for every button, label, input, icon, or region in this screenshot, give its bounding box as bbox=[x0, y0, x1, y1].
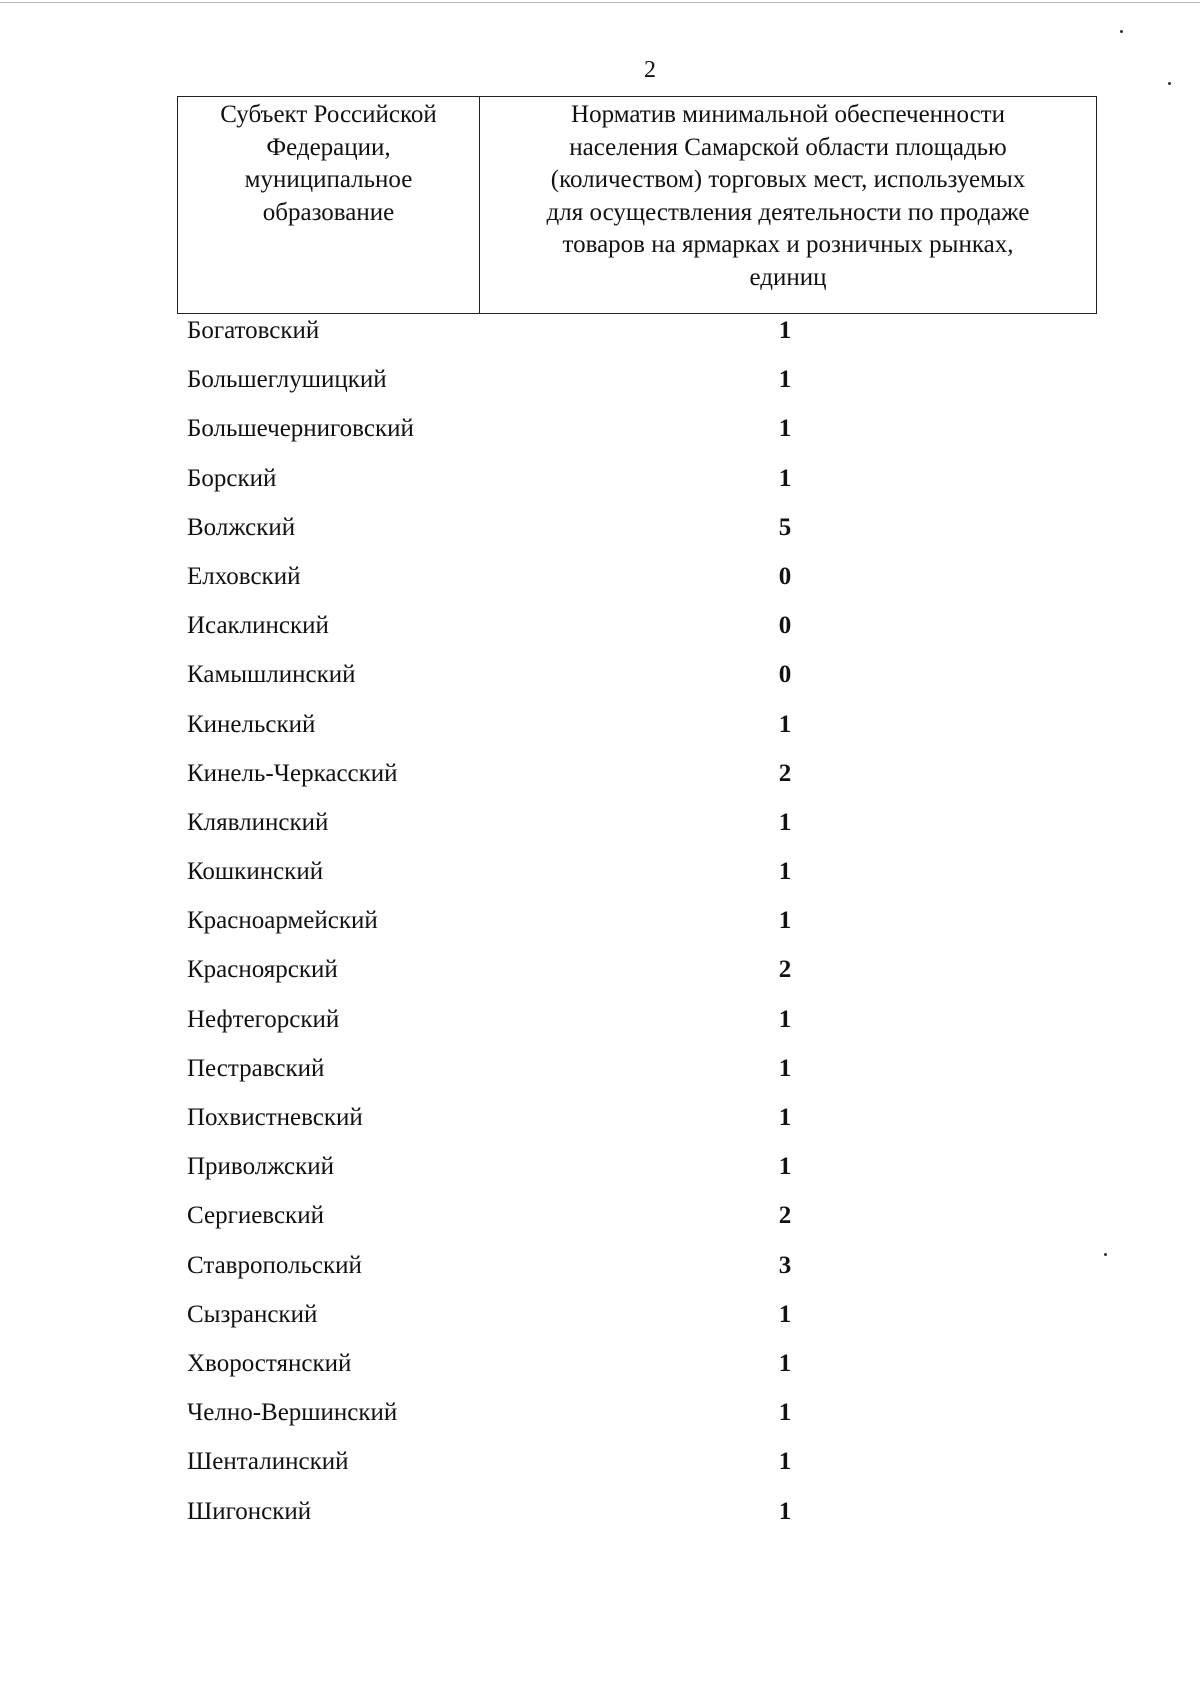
municipality-name: Приволжский bbox=[187, 1153, 335, 1181]
header-column-municipality-line: образование bbox=[262, 198, 395, 226]
norm-value: 5 bbox=[778, 513, 792, 541]
norm-value: 3 bbox=[778, 1251, 792, 1279]
municipality-name: Большечерниговский bbox=[187, 415, 414, 443]
table-row bbox=[0, 363, 1200, 412]
municipality-name: Большеглушицкий bbox=[187, 366, 387, 394]
table-row bbox=[0, 904, 1200, 953]
table-row bbox=[0, 412, 1200, 461]
table-row bbox=[0, 806, 1200, 855]
table-row bbox=[0, 708, 1200, 757]
header-column-norm-line: (количеством) торговых мест, используемых bbox=[550, 166, 1026, 193]
table-row bbox=[0, 1003, 1200, 1052]
municipality-name: Похвистневский bbox=[187, 1104, 363, 1131]
norm-value: 1 bbox=[778, 415, 792, 443]
municipality-name: Кинельский bbox=[187, 710, 316, 738]
table-row bbox=[0, 1445, 1200, 1494]
norm-value: 2 bbox=[778, 1202, 792, 1230]
municipality-name: Шенталинский bbox=[187, 1448, 349, 1476]
norm-value: 1 bbox=[778, 1349, 792, 1377]
table-row bbox=[0, 1249, 1200, 1298]
norm-value: 1 bbox=[778, 1497, 792, 1525]
norm-value: 1 bbox=[778, 710, 792, 738]
municipality-name: Нефтегорский bbox=[187, 1005, 340, 1033]
norm-value: 0 bbox=[778, 562, 792, 590]
municipality-name: Ставропольский bbox=[187, 1251, 362, 1279]
header-column-norm-line: товаров на ярмарках и розничных рынках, bbox=[562, 231, 1014, 258]
norm-value: 1 bbox=[778, 1153, 792, 1181]
municipality-name: Сызранский bbox=[187, 1300, 318, 1328]
municipality-name: Богатовский bbox=[187, 317, 320, 344]
norm-value: 1 bbox=[778, 808, 792, 836]
table-row bbox=[0, 1199, 1200, 1248]
header-column-municipality-line: Федерации, bbox=[266, 133, 391, 161]
norm-value: 1 bbox=[778, 1005, 792, 1033]
scan-speck bbox=[1168, 82, 1171, 85]
municipality-name: Борский bbox=[187, 464, 277, 492]
table-row bbox=[0, 1150, 1200, 1199]
table-row bbox=[0, 462, 1200, 511]
municipality-name: Красноярский bbox=[187, 956, 338, 984]
page-number: 2 bbox=[644, 57, 656, 83]
norm-value: 1 bbox=[778, 317, 792, 344]
norm-value: 1 bbox=[778, 1399, 792, 1427]
table-row bbox=[0, 314, 1200, 363]
municipality-name: Сергиевский bbox=[187, 1202, 324, 1230]
header-column-municipality-line: муниципальное bbox=[244, 166, 413, 193]
norm-value: 2 bbox=[778, 759, 792, 787]
norm-value: 2 bbox=[778, 956, 792, 984]
header-column-norm bbox=[480, 97, 1096, 313]
header-column-municipality bbox=[178, 97, 480, 313]
municipality-name: Хворостянский bbox=[187, 1349, 352, 1377]
norm-value: 1 bbox=[778, 1448, 792, 1476]
municipality-name: Челно-Вершинский bbox=[187, 1399, 398, 1427]
table-header bbox=[177, 96, 1097, 314]
table-row bbox=[0, 953, 1200, 1002]
municipality-name: Елховский bbox=[187, 562, 301, 590]
table-row bbox=[0, 1101, 1200, 1150]
municipality-name: Кинель-Черкасский bbox=[187, 759, 398, 787]
norm-value: 1 bbox=[778, 366, 792, 394]
table-row bbox=[0, 757, 1200, 806]
norm-value: 1 bbox=[778, 858, 792, 886]
scan-top-edge-line bbox=[0, 2, 1200, 3]
table-row bbox=[0, 511, 1200, 560]
table-row bbox=[0, 658, 1200, 707]
norm-value: 1 bbox=[778, 1300, 792, 1328]
municipality-name: Камышлинский bbox=[187, 661, 356, 689]
scan-speck bbox=[1104, 1253, 1107, 1256]
table-row bbox=[0, 855, 1200, 904]
table-body bbox=[0, 314, 1200, 1544]
norm-value: 1 bbox=[778, 907, 792, 935]
municipality-name: Красноармейский bbox=[187, 907, 378, 935]
table-row bbox=[0, 1495, 1200, 1544]
municipality-name: Клявлинский bbox=[187, 808, 329, 836]
table-row bbox=[0, 1396, 1200, 1445]
header-column-norm-line: Норматив минимальной обеспеченности bbox=[571, 101, 1005, 128]
table-row bbox=[0, 609, 1200, 658]
norm-value: 1 bbox=[778, 464, 792, 492]
municipality-name: Исаклинский bbox=[187, 612, 329, 640]
norm-value: 1 bbox=[778, 1054, 792, 1082]
table-row bbox=[0, 1052, 1200, 1101]
municipality-name: Пестравский bbox=[187, 1054, 325, 1082]
header-column-municipality-line: Субъект Российской bbox=[220, 101, 437, 128]
header-column-norm-line: населения Самарской области площадью bbox=[569, 133, 1007, 161]
header-column-norm-line: единиц bbox=[749, 263, 827, 291]
table-row bbox=[0, 1347, 1200, 1396]
header-column-norm-line: для осуществления деятельности по продаже bbox=[546, 198, 1030, 226]
norm-value: 0 bbox=[778, 612, 792, 640]
norm-value: 1 bbox=[778, 1104, 792, 1131]
scan-speck bbox=[1120, 30, 1123, 33]
table-row bbox=[0, 560, 1200, 609]
table-row bbox=[0, 1298, 1200, 1347]
municipality-name: Шигонский bbox=[187, 1497, 312, 1525]
municipality-name: Кошкинский bbox=[187, 858, 324, 886]
municipality-name: Волжский bbox=[187, 513, 296, 541]
norm-value: 0 bbox=[778, 661, 792, 689]
